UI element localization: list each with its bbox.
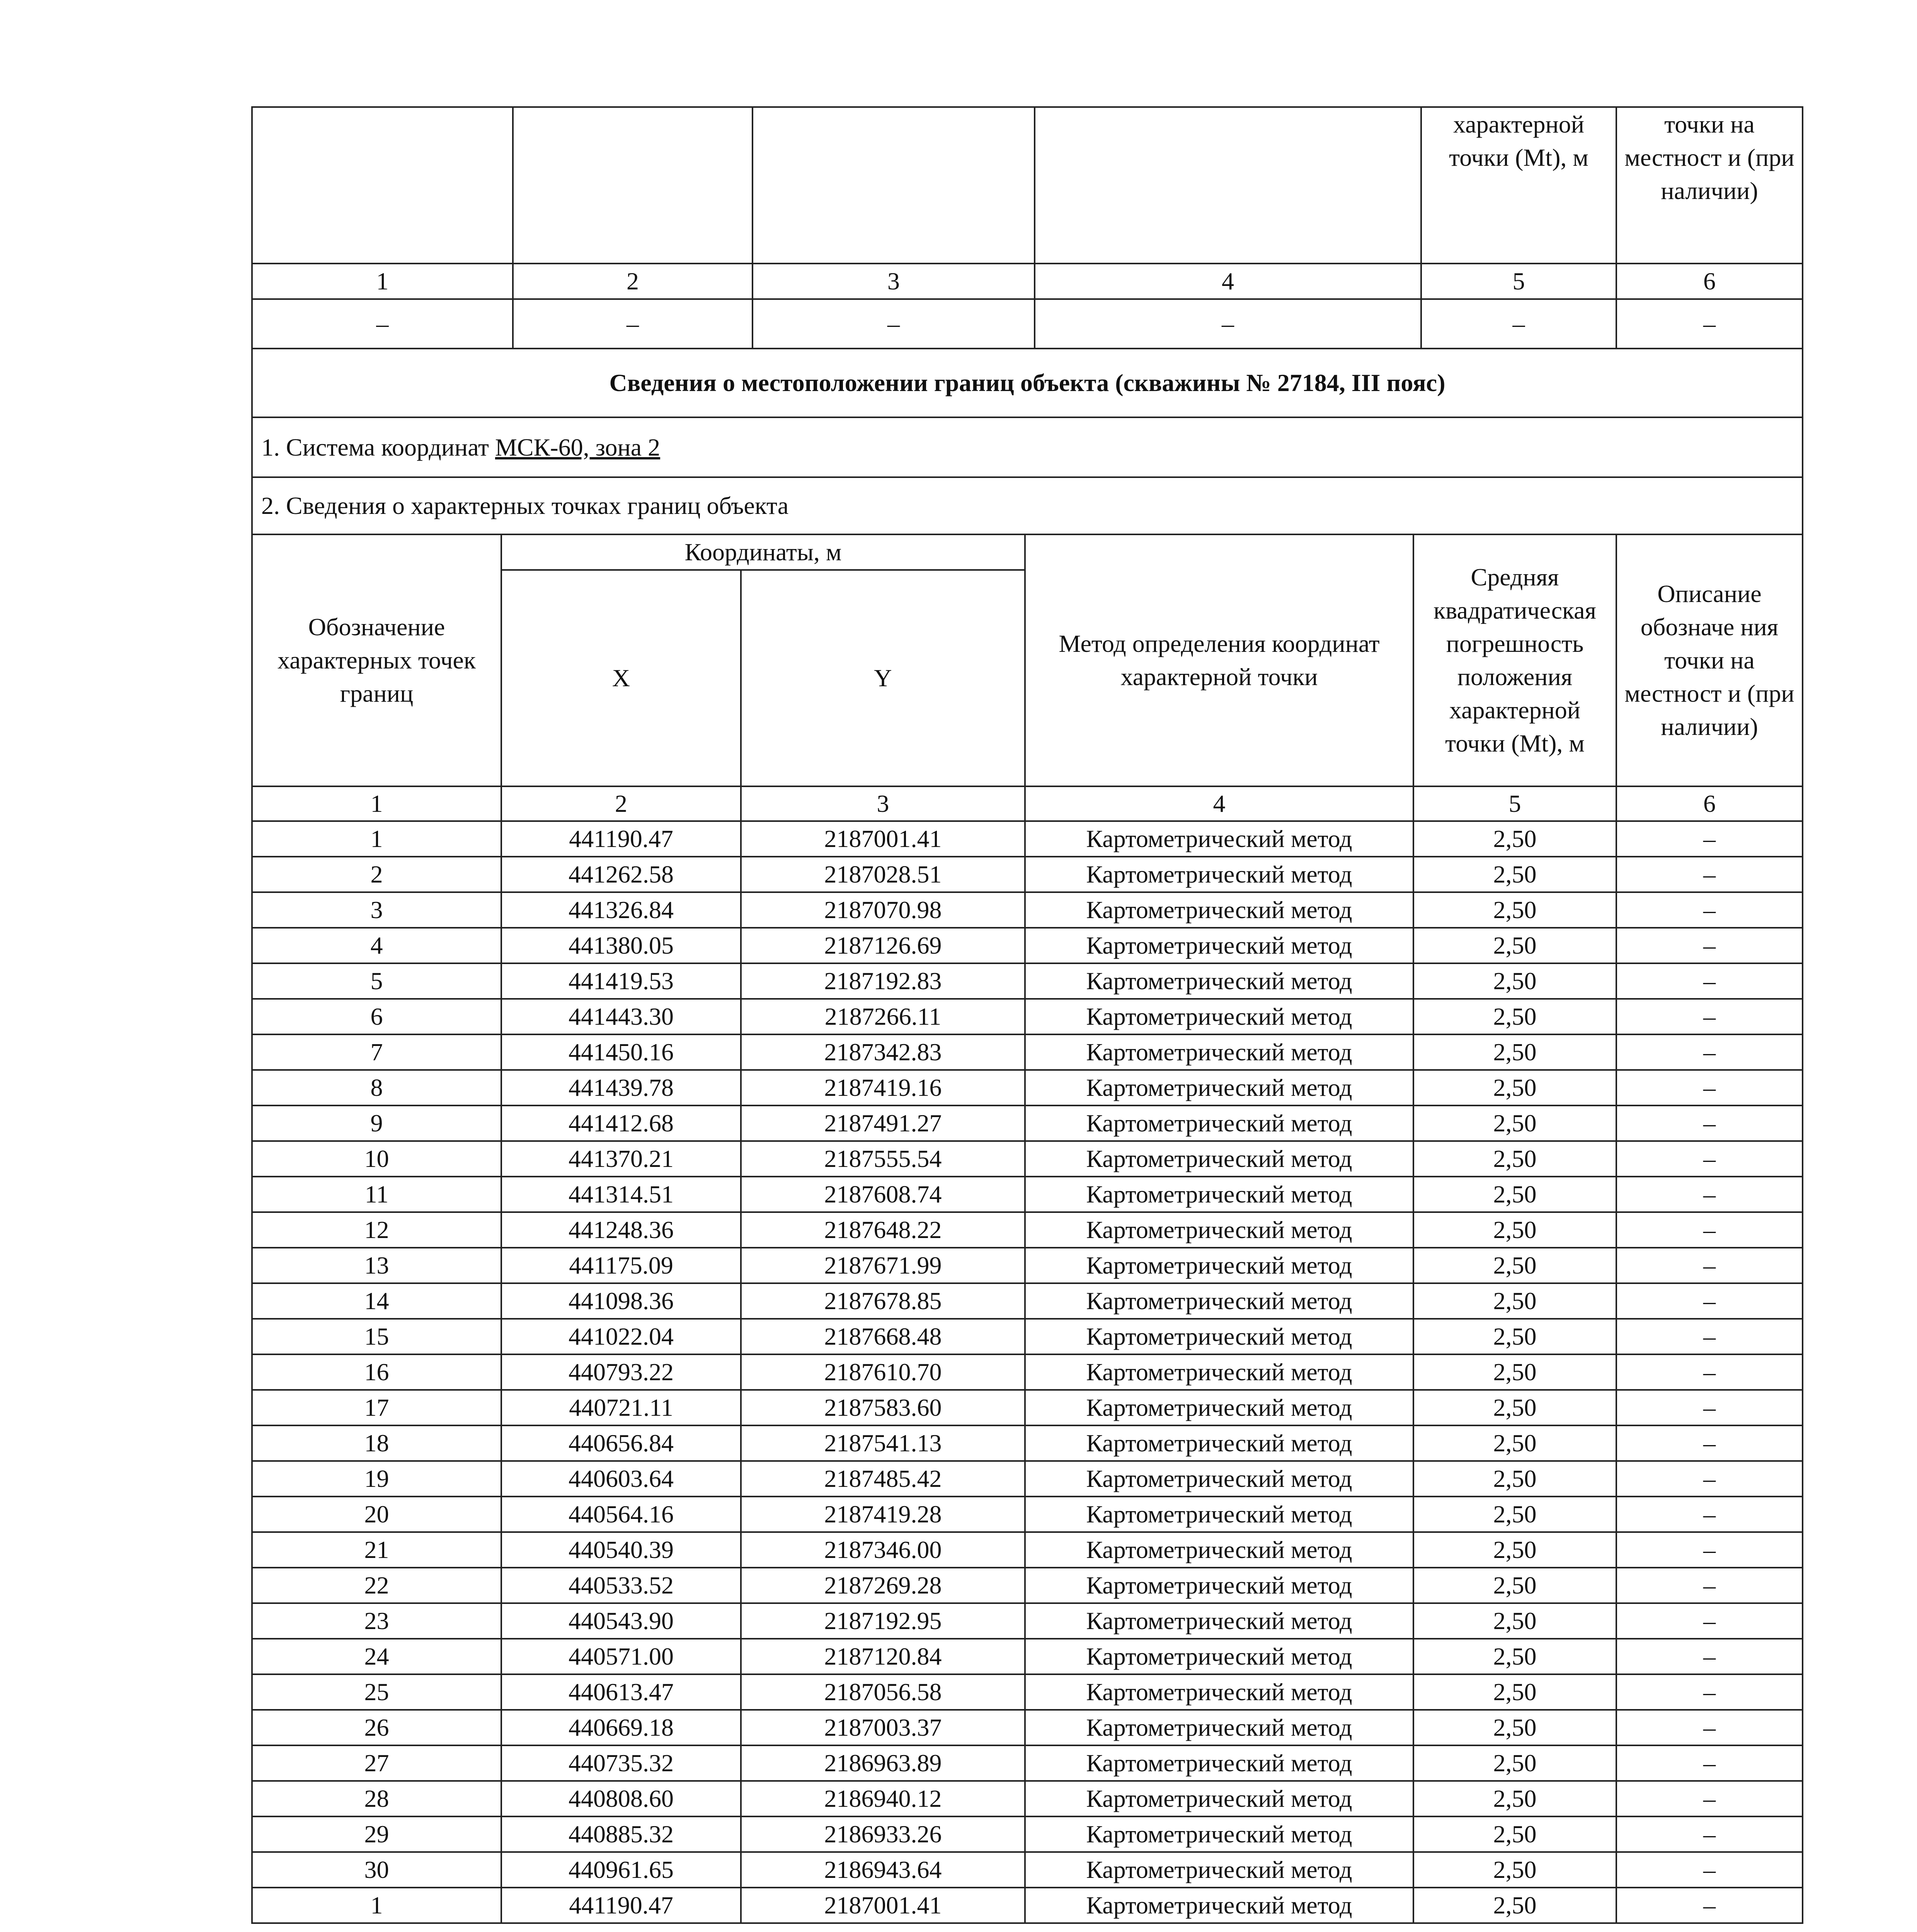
coord-x: 440885.32 <box>501 1816 741 1852</box>
point-rows <box>252 821 1803 1923</box>
point-number: 27 <box>252 1745 501 1781</box>
column-number: 4 <box>1035 264 1421 299</box>
error: 2,50 <box>1413 1390 1616 1425</box>
method: Картометрический метод <box>1025 1603 1413 1639</box>
point-number: 19 <box>252 1461 501 1497</box>
coord-x: 441450.16 <box>501 1034 741 1070</box>
coord-y: 2187485.42 <box>741 1461 1025 1497</box>
point-number: 28 <box>252 1781 501 1816</box>
point-number: 22 <box>252 1568 501 1603</box>
section-title: Сведения о местоположении границ объекта (скважины № 27184, III пояс) <box>252 349 1803 417</box>
coord-y: 2187346.00 <box>741 1532 1025 1568</box>
coord-x: 441098.36 <box>501 1283 741 1319</box>
method: Картометрический метод <box>1025 1034 1413 1070</box>
empty-cell: – <box>513 299 752 349</box>
coord-y: 2187541.13 <box>741 1425 1025 1461</box>
boundary-points-table <box>251 348 1803 1924</box>
table-row <box>252 1105 1803 1141</box>
description: – <box>1616 1710 1803 1745</box>
table-row <box>252 1532 1803 1568</box>
coord-system-row <box>252 417 1803 477</box>
table-row <box>252 1674 1803 1710</box>
coord-x: 440613.47 <box>501 1674 741 1710</box>
coord-y: 2187671.99 <box>741 1248 1025 1283</box>
point-number: 7 <box>252 1034 501 1070</box>
error: 2,50 <box>1413 1070 1616 1105</box>
coord-x: 440961.65 <box>501 1852 741 1888</box>
point-number: 26 <box>252 1710 501 1745</box>
error: 2,50 <box>1413 1852 1616 1888</box>
coord-y: 2187419.16 <box>741 1070 1025 1105</box>
coord-x: 440564.16 <box>501 1497 741 1532</box>
coord-y: 2187491.27 <box>741 1105 1025 1141</box>
empty-cell: – <box>752 299 1035 349</box>
method: Картометрический метод <box>1025 1319 1413 1354</box>
table-row <box>252 857 1803 892</box>
header-x: X <box>501 570 741 786</box>
error: 2,50 <box>1413 963 1616 999</box>
coord-y: 2187056.58 <box>741 1674 1025 1710</box>
coord-y: 2187555.54 <box>741 1141 1025 1177</box>
coord-x: 440571.00 <box>501 1639 741 1674</box>
table-row <box>252 999 1803 1034</box>
coord-x: 440669.18 <box>501 1710 741 1745</box>
coord-y: 2187419.28 <box>741 1497 1025 1532</box>
table-row <box>252 1354 1803 1390</box>
coord-x: 440793.22 <box>501 1354 741 1390</box>
point-number: 12 <box>252 1212 501 1248</box>
table-row <box>252 1497 1803 1532</box>
point-number: 18 <box>252 1425 501 1461</box>
coord-y: 2187192.83 <box>741 963 1025 999</box>
column-number: 5 <box>1413 786 1616 821</box>
method: Картометрический метод <box>1025 1461 1413 1497</box>
table-row <box>252 1212 1803 1248</box>
description: – <box>1616 1212 1803 1248</box>
coord-y: 2186963.89 <box>741 1745 1025 1781</box>
point-number: 14 <box>252 1283 501 1319</box>
error: 2,50 <box>1413 1034 1616 1070</box>
error: 2,50 <box>1413 892 1616 928</box>
method: Картометрический метод <box>1025 1745 1413 1781</box>
coord-x: 441248.36 <box>501 1212 741 1248</box>
error: 2,50 <box>1413 1710 1616 1745</box>
method: Картометрический метод <box>1025 857 1413 892</box>
description: – <box>1616 1283 1803 1319</box>
coord-system-value: МСК-60, зона 2 <box>495 433 661 461</box>
method: Картометрический метод <box>1025 1390 1413 1425</box>
table-row <box>252 1248 1803 1283</box>
point-number: 9 <box>252 1105 501 1141</box>
header-coordinates: Координаты, м <box>501 534 1025 570</box>
error: 2,50 <box>1413 1888 1616 1923</box>
error: 2,50 <box>1413 1177 1616 1212</box>
table-row <box>252 1177 1803 1212</box>
point-number: 24 <box>252 1639 501 1674</box>
table-row <box>252 1283 1803 1319</box>
header-cell <box>252 107 513 264</box>
description: – <box>1616 1319 1803 1354</box>
point-number: 11 <box>252 1177 501 1212</box>
error: 2,50 <box>1413 1105 1616 1141</box>
method: Картометрический метод <box>1025 1568 1413 1603</box>
method: Картометрический метод <box>1025 1070 1413 1105</box>
point-number: 5 <box>252 963 501 999</box>
coord-x: 441370.21 <box>501 1141 741 1177</box>
description: – <box>1616 1248 1803 1283</box>
description: – <box>1616 821 1803 857</box>
column-number-row <box>252 786 1803 821</box>
table-row <box>252 1603 1803 1639</box>
table-row <box>252 1141 1803 1177</box>
description: – <box>1616 1852 1803 1888</box>
description: – <box>1616 1781 1803 1816</box>
empty-cell: – <box>1616 299 1803 349</box>
point-number: 3 <box>252 892 501 928</box>
header-cell <box>752 107 1035 264</box>
error: 2,50 <box>1413 1781 1616 1816</box>
table-row <box>252 1034 1803 1070</box>
error: 2,50 <box>1413 1283 1616 1319</box>
coord-x: 440533.52 <box>501 1568 741 1603</box>
description: – <box>1616 1568 1803 1603</box>
error: 2,50 <box>1413 1461 1616 1497</box>
coord-y: 2187678.85 <box>741 1283 1025 1319</box>
column-number-row <box>252 264 1803 299</box>
coord-x: 441439.78 <box>501 1070 741 1105</box>
description: – <box>1616 1816 1803 1852</box>
point-number: 30 <box>252 1852 501 1888</box>
coord-y: 2186943.64 <box>741 1852 1025 1888</box>
coord-x: 441380.05 <box>501 928 741 963</box>
coord-y: 2186933.26 <box>741 1816 1025 1852</box>
error: 2,50 <box>1413 1532 1616 1568</box>
description: – <box>1616 892 1803 928</box>
method: Картометрический метод <box>1025 1283 1413 1319</box>
method: Картометрический метод <box>1025 999 1413 1034</box>
error: 2,50 <box>1413 1816 1616 1852</box>
description: – <box>1616 1639 1803 1674</box>
column-number: 2 <box>513 264 752 299</box>
method: Картометрический метод <box>1025 1212 1413 1248</box>
column-number: 5 <box>1421 264 1616 299</box>
description: – <box>1616 857 1803 892</box>
description: – <box>1616 1070 1803 1105</box>
point-number: 23 <box>252 1603 501 1639</box>
error: 2,50 <box>1413 1212 1616 1248</box>
point-number: 25 <box>252 1674 501 1710</box>
coord-y: 2187269.28 <box>741 1568 1025 1603</box>
method: Картометрический метод <box>1025 821 1413 857</box>
column-number: 3 <box>741 786 1025 821</box>
header-method: Метод определения координат характерной точки <box>1025 534 1413 786</box>
table-row <box>252 1888 1803 1923</box>
coord-y: 2187028.51 <box>741 857 1025 892</box>
coord-y: 2187610.70 <box>741 1354 1025 1390</box>
method: Картометрический метод <box>1025 1710 1413 1745</box>
table-row <box>252 1816 1803 1852</box>
coord-x: 441314.51 <box>501 1177 741 1212</box>
error: 2,50 <box>1413 1248 1616 1283</box>
description: – <box>1616 1745 1803 1781</box>
coord-y: 2187342.83 <box>741 1034 1025 1070</box>
error: 2,50 <box>1413 1745 1616 1781</box>
column-number: 3 <box>752 264 1035 299</box>
error: 2,50 <box>1413 821 1616 857</box>
table-row <box>252 1639 1803 1674</box>
error: 2,50 <box>1413 999 1616 1034</box>
point-number: 20 <box>252 1497 501 1532</box>
coord-x: 440540.39 <box>501 1532 741 1568</box>
point-number: 15 <box>252 1319 501 1354</box>
method: Картометрический метод <box>1025 1425 1413 1461</box>
coord-x: 440721.11 <box>501 1390 741 1425</box>
coord-y: 2187126.69 <box>741 928 1025 963</box>
table-row <box>252 1781 1803 1816</box>
point-number: 1 <box>252 1888 501 1923</box>
method: Картометрический метод <box>1025 928 1413 963</box>
coord-system-label: 1. Система координат <box>261 433 495 461</box>
point-number: 10 <box>252 1141 501 1177</box>
table-row <box>252 821 1803 857</box>
table-row <box>252 1745 1803 1781</box>
description: – <box>1616 1390 1803 1425</box>
method: Картометрический метод <box>1025 1639 1413 1674</box>
table-row <box>252 963 1803 999</box>
table-row <box>252 1390 1803 1425</box>
table-row <box>252 1568 1803 1603</box>
method: Картометрический метод <box>1025 1781 1413 1816</box>
description: – <box>1616 999 1803 1034</box>
table-header-row <box>252 107 1803 264</box>
table-row <box>252 892 1803 928</box>
description: – <box>1616 1532 1803 1568</box>
error: 2,50 <box>1413 1319 1616 1354</box>
header-row-1 <box>252 534 1803 570</box>
description: – <box>1616 1888 1803 1923</box>
method: Картометрический метод <box>1025 892 1413 928</box>
column-number: 2 <box>501 786 741 821</box>
point-number: 4 <box>252 928 501 963</box>
points-title: 2. Сведения о характерных точках границ объекта <box>252 477 1803 534</box>
coord-y: 2187583.60 <box>741 1390 1025 1425</box>
error: 2,50 <box>1413 857 1616 892</box>
method: Картометрический метод <box>1025 1816 1413 1852</box>
coord-y: 2187001.41 <box>741 821 1025 857</box>
coord-y: 2187668.48 <box>741 1319 1025 1354</box>
coord-system <box>252 417 1803 477</box>
coord-x: 441190.47 <box>501 821 741 857</box>
point-number: 8 <box>252 1070 501 1105</box>
coord-y: 2187120.84 <box>741 1639 1025 1674</box>
error: 2,50 <box>1413 1354 1616 1390</box>
method: Картометрический метод <box>1025 1888 1413 1923</box>
error: 2,50 <box>1413 1603 1616 1639</box>
method: Картометрический метод <box>1025 1354 1413 1390</box>
point-number: 16 <box>252 1354 501 1390</box>
point-number: 13 <box>252 1248 501 1283</box>
table-row <box>252 928 1803 963</box>
coord-x: 441022.04 <box>501 1319 741 1354</box>
table-row <box>252 1070 1803 1105</box>
header-cell <box>513 107 752 264</box>
error: 2,50 <box>1413 1497 1616 1532</box>
description: – <box>1616 1034 1803 1070</box>
coord-y: 2186940.12 <box>741 1781 1025 1816</box>
coord-x: 440808.60 <box>501 1781 741 1816</box>
coord-x: 441190.47 <box>501 1888 741 1923</box>
table-row <box>252 1425 1803 1461</box>
header-error: Средняя квадратическая погрешность положения характерной точки (Mt), м <box>1413 534 1616 786</box>
description: – <box>1616 928 1803 963</box>
method: Картометрический метод <box>1025 1248 1413 1283</box>
coord-x: 441326.84 <box>501 892 741 928</box>
table-row <box>252 1710 1803 1745</box>
point-number: 2 <box>252 857 501 892</box>
description: – <box>1616 1461 1803 1497</box>
coord-x: 440735.32 <box>501 1745 741 1781</box>
coord-x: 441262.58 <box>501 857 741 892</box>
table-row <box>252 1461 1803 1497</box>
empty-cell: – <box>252 299 513 349</box>
empty-data-row <box>252 299 1803 349</box>
coord-y: 2187266.11 <box>741 999 1025 1034</box>
header-cell <box>1035 107 1421 264</box>
description: – <box>1616 1425 1803 1461</box>
description: – <box>1616 1105 1803 1141</box>
error: 2,50 <box>1413 1425 1616 1461</box>
column-number: 6 <box>1616 786 1803 821</box>
empty-cell: – <box>1421 299 1616 349</box>
coord-y: 2187070.98 <box>741 892 1025 928</box>
header-y: Y <box>741 570 1025 786</box>
top-continuation-table <box>251 106 1803 349</box>
point-number: 21 <box>252 1532 501 1568</box>
header-cell-accuracy: характерной точки (Mt), м <box>1421 107 1616 264</box>
error: 2,50 <box>1413 1141 1616 1177</box>
coord-x: 440543.90 <box>501 1603 741 1639</box>
method: Картометрический метод <box>1025 1674 1413 1710</box>
coord-x: 440603.64 <box>501 1461 741 1497</box>
error: 2,50 <box>1413 928 1616 963</box>
coord-y: 2187003.37 <box>741 1710 1025 1745</box>
description: – <box>1616 1603 1803 1639</box>
coord-y: 2187648.22 <box>741 1212 1025 1248</box>
method: Картометрический метод <box>1025 1532 1413 1568</box>
method: Картометрический метод <box>1025 1141 1413 1177</box>
description: – <box>1616 963 1803 999</box>
description: – <box>1616 1497 1803 1532</box>
point-number: 1 <box>252 821 501 857</box>
point-number: 6 <box>252 999 501 1034</box>
column-number: 4 <box>1025 786 1413 821</box>
column-number: 1 <box>252 264 513 299</box>
header-cell-description: точки на местност и (при наличии) <box>1616 107 1803 264</box>
empty-cell: – <box>1035 299 1421 349</box>
method: Картометрический метод <box>1025 1852 1413 1888</box>
coord-y: 2187001.41 <box>741 1888 1025 1923</box>
description: – <box>1616 1141 1803 1177</box>
header-description: Описание обозначе ния точки на местност и (при наличии) <box>1616 534 1803 786</box>
description: – <box>1616 1674 1803 1710</box>
description: – <box>1616 1354 1803 1390</box>
error: 2,50 <box>1413 1639 1616 1674</box>
method: Картометрический метод <box>1025 963 1413 999</box>
table-row <box>252 1319 1803 1354</box>
column-number: 6 <box>1616 264 1803 299</box>
coord-x: 441412.68 <box>501 1105 741 1141</box>
method: Картометрический метод <box>1025 1105 1413 1141</box>
header-designation: Обозначение характерных точек границ <box>252 534 501 786</box>
section-title-row <box>252 349 1803 417</box>
coord-x: 441419.53 <box>501 963 741 999</box>
points-title-row <box>252 477 1803 534</box>
error: 2,50 <box>1413 1568 1616 1603</box>
column-number: 1 <box>252 786 501 821</box>
coord-x: 441443.30 <box>501 999 741 1034</box>
method: Картометрический метод <box>1025 1177 1413 1212</box>
coord-y: 2187192.95 <box>741 1603 1025 1639</box>
description: – <box>1616 1177 1803 1212</box>
coord-x: 440656.84 <box>501 1425 741 1461</box>
method: Картометрический метод <box>1025 1497 1413 1532</box>
point-number: 17 <box>252 1390 501 1425</box>
table-row <box>252 1852 1803 1888</box>
error: 2,50 <box>1413 1674 1616 1710</box>
point-number: 29 <box>252 1816 501 1852</box>
coord-y: 2187608.74 <box>741 1177 1025 1212</box>
coord-x: 441175.09 <box>501 1248 741 1283</box>
